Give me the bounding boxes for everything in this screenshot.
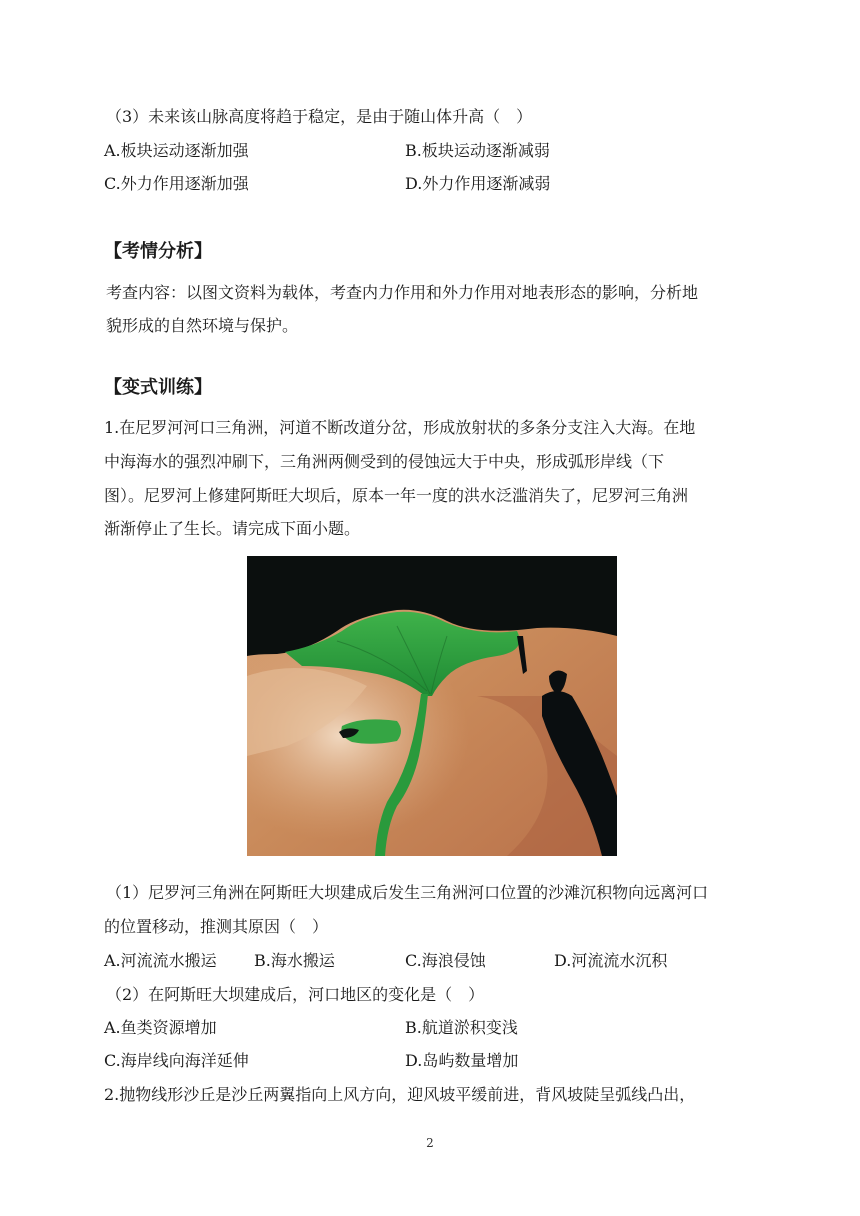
q3-option-c: C.外力作用逐渐加强 bbox=[104, 174, 249, 193]
training-p2-line-1: 2.抛物线形沙丘是沙丘两翼指向上风方向，迎风坡平缓前进，背风坡陡呈弧线凸出， bbox=[104, 1085, 696, 1104]
q3-stem: （3）未来该山脉高度将趋于稳定，是由于随山体升高（ ） bbox=[106, 107, 533, 126]
q3-option-d: D.外力作用逐渐减弱 bbox=[405, 174, 551, 193]
analysis-line-1: 考查内容：以图文资料为载体，考查内力作用和外力作用对地表形态的影响，分析地 bbox=[106, 283, 699, 302]
nile-delta-satellite-image bbox=[247, 556, 617, 856]
analysis-heading: 【考情分析】 bbox=[104, 241, 212, 262]
sub1-option-d: D.河流流水沉积 bbox=[554, 951, 668, 970]
sub1-option-a: A.河流流水搬运 bbox=[104, 951, 217, 970]
sub2-option-d: D.岛屿数量增加 bbox=[405, 1051, 519, 1070]
q3-option-a: A.板块运动逐渐加强 bbox=[104, 141, 249, 160]
training-p1-line-2: 中海海水的强烈冲刷下，三角洲两侧受到的侵蚀远大于中央，形成弧形岸线（下 bbox=[104, 452, 665, 471]
sub1-line-1: （1）尼罗河三角洲在阿斯旺大坝建成后发生三角洲河口位置的沙滩沉积物向远离河口 bbox=[106, 883, 709, 902]
training-p1-line-3: 图）。尼罗河上修建阿斯旺大坝后，原本一年一度的洪水泛滥消失了，尼罗河三角洲 bbox=[104, 486, 689, 505]
sub2-option-a: A.鱼类资源增加 bbox=[104, 1018, 217, 1037]
page-number: 2 bbox=[426, 1136, 434, 1150]
training-p1-line-1: 1.在尼罗河河口三角洲，河道不断改道分岔，形成放射状的多条分支注入大海。在地 bbox=[104, 418, 696, 437]
sub2-option-b: B.航道淤积变浅 bbox=[405, 1018, 518, 1037]
sub2-stem: （2）在阿斯旺大坝建成后，河口地区的变化是（ ） bbox=[106, 985, 485, 1004]
training-heading: 【变式训练】 bbox=[104, 377, 212, 398]
sub1-line-2: 的位置移动，推测其原因（ ） bbox=[104, 917, 329, 936]
sub1-option-b: B.海水搬运 bbox=[254, 951, 335, 970]
sub2-option-c: C.海岸线向海洋延伸 bbox=[104, 1051, 249, 1070]
sub1-option-c: C.海浪侵蚀 bbox=[405, 951, 486, 970]
analysis-line-2: 貌形成的自然环境与保护。 bbox=[106, 316, 299, 335]
q3-option-b: B.板块运动逐渐减弱 bbox=[405, 141, 550, 160]
training-p1-line-4: 渐渐停止了生长。请完成下面小题。 bbox=[104, 519, 361, 538]
